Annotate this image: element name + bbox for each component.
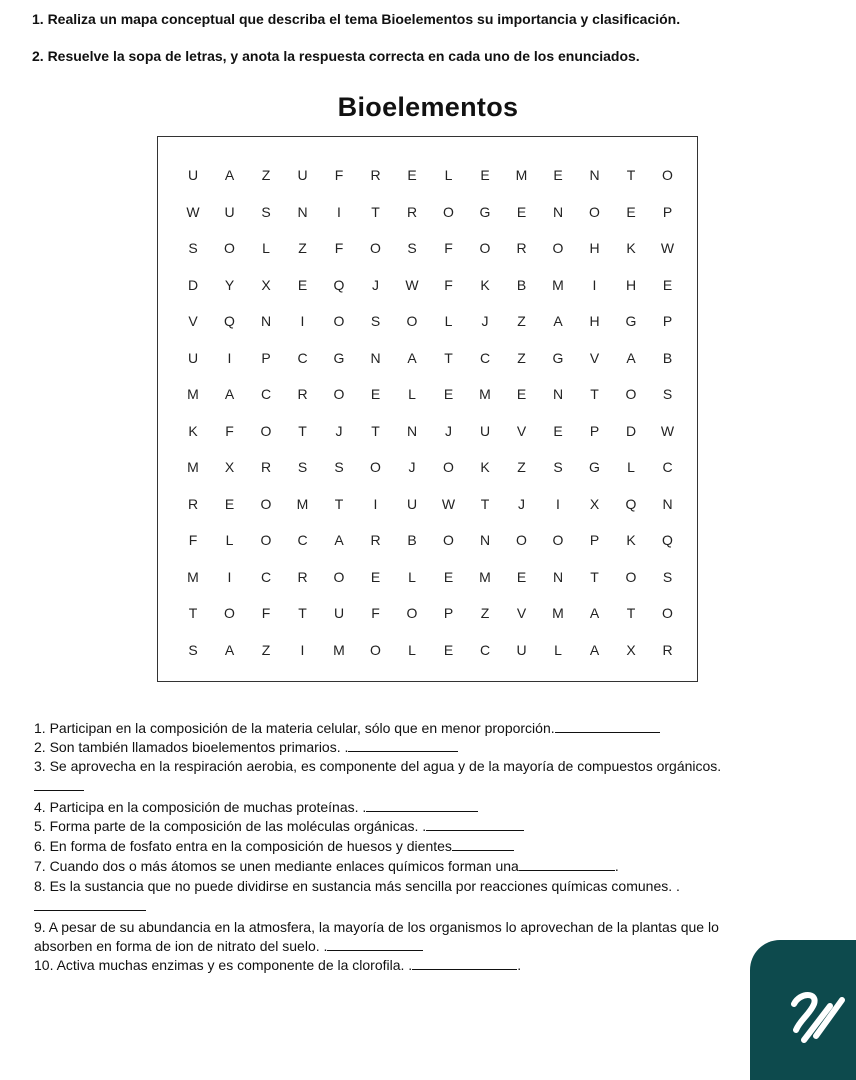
grid-letter: E (370, 568, 381, 585)
question-8: 8. Es la sustancia que no puede dividirse en sustancia más sencilla por reacciones químicas comunes. . (34, 878, 680, 894)
grid-letter: A (407, 349, 417, 366)
grid-letter: Z (261, 167, 271, 183)
grid-letter: N (370, 349, 381, 366)
grid-letter: Q (662, 532, 673, 548)
answer-blank[interactable] (34, 778, 84, 791)
grid-letter: M (333, 641, 345, 658)
grid-letter: I (300, 641, 305, 658)
grid-letter: B (516, 276, 527, 293)
grid-letter: W (660, 240, 675, 256)
grid-letter: C (479, 641, 491, 658)
grid-letter: N (406, 422, 418, 439)
question-2: 2. Son también llamados bioelementos primarios. . (34, 739, 458, 755)
answer-blank[interactable] (412, 957, 517, 970)
grid-letter: B (662, 349, 673, 366)
answer-blank[interactable] (34, 898, 146, 911)
grid-letter: M (552, 276, 564, 293)
grid-letter: O (552, 240, 564, 256)
grid-letter: L (408, 386, 416, 402)
grid-letter: R (370, 167, 381, 183)
answer-blank[interactable] (519, 858, 615, 871)
grid-letter: E (553, 167, 563, 183)
question-3: 3. Se aprovecha en la respiración aerobia, es componente del agua y de la mayoría de compuestos orgánicos. (34, 758, 722, 774)
page-title: Bioelementos (337, 92, 519, 122)
grid-letter: M (187, 568, 199, 585)
grid-letter: O (333, 568, 345, 585)
grid-letter: E (297, 276, 308, 293)
question-8-answer-line (34, 898, 146, 914)
grid-letter: V (188, 313, 198, 329)
grid-letter: O (662, 167, 673, 183)
grid-letter: L (444, 167, 453, 183)
question-6: 6. En forma de fosfato entra en la composición de huesos y dientes (34, 838, 514, 854)
grid-letter: K (626, 240, 636, 256)
grid-letter: F (334, 240, 344, 256)
grid-letter: E (480, 167, 490, 183)
grid-letter: E (553, 422, 563, 439)
answer-blank[interactable] (327, 938, 423, 951)
grid-letter: L (554, 641, 562, 658)
grid-letter: X (261, 276, 271, 293)
grid-letter: N (552, 386, 564, 402)
answer-blank[interactable] (426, 818, 524, 831)
grid-letter: G (333, 349, 345, 366)
grid-letter: W (441, 495, 456, 512)
grid-letter: U (516, 641, 527, 658)
grid-letter: U (187, 167, 199, 183)
grid-letter: S (407, 240, 417, 256)
grid-letter: H (589, 313, 600, 329)
grid-letter: C (297, 532, 308, 548)
grid-letter: O (370, 641, 381, 658)
grid-letter: V (589, 349, 600, 366)
grid-letter: F (444, 276, 453, 293)
grid-letter: J (518, 495, 525, 512)
grid-letter: F (334, 167, 344, 183)
brand-badge (750, 940, 856, 1080)
grid-letter: I (227, 568, 232, 585)
grid-letter: K (480, 459, 490, 475)
grid-letter: K (188, 422, 198, 439)
grid-letter: T (334, 495, 344, 512)
question-10: 10. Activa muchas enzimas y es componente de la clorofila. . . (34, 957, 522, 973)
grid-letter: T (590, 386, 599, 402)
grid-letter: U (333, 605, 345, 621)
grid-letter: W (660, 422, 675, 439)
grid-letter: J (408, 459, 416, 475)
grid-letter: Z (517, 459, 526, 475)
grid-letter: F (444, 240, 453, 256)
grid-letter: A (224, 641, 235, 658)
grid-letter: N (552, 203, 564, 220)
grid-letter: O (625, 568, 637, 585)
grid-letter: P (261, 349, 271, 366)
grid-letter: S (188, 641, 198, 658)
grid-letter: U (224, 203, 235, 220)
grid-letter: O (224, 240, 235, 256)
grid-letter: O (443, 532, 454, 548)
grid-letter: M (479, 386, 491, 402)
grid-letter: T (298, 422, 307, 439)
grid-letter: W (405, 276, 419, 293)
grid-letter: G (589, 459, 600, 475)
question-5: 5. Forma parte de la composición de las moléculas orgánicas. . (34, 818, 524, 834)
answer-blank[interactable] (348, 739, 458, 752)
grid-letter: A (589, 605, 600, 621)
grid-letter: K (626, 532, 636, 548)
grid-letter: U (297, 167, 308, 183)
grid-letter: T (480, 495, 490, 512)
grid-letter: E (443, 386, 454, 402)
grid-letter: Q (333, 276, 345, 293)
grid-letter: L (262, 240, 270, 256)
grid-letter: E (662, 276, 673, 293)
grid-letter: M (187, 459, 199, 475)
grid-letter: L (444, 313, 453, 329)
grid-letter: L (408, 641, 416, 658)
grid-letter: N (552, 568, 564, 585)
grid-letter: Z (298, 240, 307, 256)
question-4: 4. Participa en la composición de muchas proteínas. . (34, 799, 478, 815)
grid-letter: K (480, 276, 490, 293)
grid-letter: R (260, 459, 272, 475)
grid-letter: A (224, 167, 235, 183)
grid-letter: N (260, 313, 272, 329)
grid-letter: I (227, 349, 232, 366)
grid-letter: E (516, 386, 527, 402)
grid-letter: O (260, 532, 272, 548)
instruction-1: 1. Realiza un mapa conceptual que describa el tema Bioelementos su importancia y clasificación. (32, 11, 681, 27)
grid-letter: S (553, 459, 563, 475)
grid-letter: O (443, 459, 454, 475)
grid-letter: C (479, 349, 491, 366)
grid-letter: U (187, 349, 199, 366)
question-7: 7. Cuando dos o más átomos se unen mediante enlaces químicos forman una . (34, 858, 619, 874)
grid-letter: O (552, 532, 564, 548)
grid-letter: R (187, 495, 199, 512)
grid-letter: Z (261, 641, 271, 658)
grid-letter: V (516, 422, 527, 439)
grid-letter: O (333, 386, 345, 402)
grid-letter: U (406, 495, 418, 512)
grid-letter: G (479, 203, 491, 220)
grid-letter: S (662, 386, 673, 402)
brand-logo-icon (790, 990, 850, 1050)
grid-letter: I (300, 313, 305, 329)
grid-letter: C (260, 568, 272, 585)
grid-letter: F (225, 422, 234, 439)
grid-letter: O (589, 203, 600, 220)
grid-letter: W (186, 203, 200, 220)
grid-letter: R (297, 568, 308, 585)
grid-letter: P (443, 605, 454, 621)
grid-letter: R (662, 641, 673, 658)
grid-letter: O (443, 203, 454, 220)
grid-letter: J (335, 422, 343, 439)
grid-letter: D (625, 422, 637, 439)
grid-letter: T (590, 568, 599, 585)
grid-letter: R (516, 240, 527, 256)
grid-letter: S (297, 459, 308, 475)
grid-letter: I (556, 495, 560, 512)
grid-letter: O (516, 532, 527, 548)
grid-letter: F (188, 532, 198, 548)
grid-letter: Z (517, 313, 526, 329)
grid-letter: P (589, 422, 600, 439)
grid-letter: F (371, 605, 380, 621)
grid-letter: L (225, 532, 234, 548)
grid-letter: Q (224, 313, 235, 329)
grid-letter: E (516, 568, 527, 585)
grid-letter: T (188, 605, 198, 621)
grid-letter: P (589, 532, 600, 548)
question-1: 1. Participan en la composición de la materia celular, sólo que en menor proporción. (34, 720, 660, 736)
grid-letter: M (552, 605, 564, 621)
grid-letter: L (408, 568, 416, 585)
grid-letter: E (407, 167, 417, 183)
grid-letter: C (297, 349, 308, 366)
grid-letter: A (589, 641, 600, 658)
grid-letter: X (224, 459, 235, 475)
grid-letter: R (406, 203, 418, 220)
grid-letter: A (224, 386, 235, 402)
grid-letter: A (626, 349, 636, 366)
grid-letter: U (479, 422, 491, 439)
grid-letter: O (625, 386, 637, 402)
grid-letter: E (443, 568, 454, 585)
grid-letter: X (589, 495, 600, 512)
grid-letter: I (337, 203, 341, 220)
grid-letter: N (297, 203, 308, 220)
grid-letter: G (552, 349, 564, 366)
answer-blank[interactable] (366, 799, 478, 812)
grid-letter: S (662, 568, 673, 585)
grid-letter: O (662, 605, 673, 621)
grid-letter: T (371, 422, 380, 439)
grid-letter: M (296, 495, 309, 512)
grid-letter: V (516, 605, 527, 621)
grid-letter: S (188, 240, 198, 256)
grid-letter: G (625, 313, 637, 329)
grid-letter: O (333, 313, 345, 329)
grid-letter: E (370, 386, 381, 402)
grid-letter: N (662, 495, 673, 512)
grid-letter: S (370, 313, 381, 329)
grid-letter: J (445, 422, 452, 439)
grid-letter: Y (224, 276, 235, 293)
grid-letter: M (515, 167, 528, 183)
grid-letter: I (592, 276, 597, 293)
grid-letter: J (481, 313, 489, 329)
grid-letter: O (370, 240, 381, 256)
answer-blank[interactable] (555, 720, 660, 733)
grid-letter: D (187, 276, 199, 293)
grid-letter: O (406, 605, 418, 621)
grid-letter: Z (517, 349, 526, 366)
grid-letter: B (407, 532, 417, 548)
grid-letter: M (187, 386, 199, 402)
grid-letter: T (371, 203, 380, 220)
grid-letter: T (444, 349, 453, 366)
grid-letter: R (297, 386, 308, 402)
grid-letter: M (479, 568, 491, 585)
grid-letter: L (627, 459, 635, 475)
grid-letter: R (370, 532, 381, 548)
question-9: 9. A pesar de su abundancia en la atmosfera, la mayoría de los organismos lo aprovechan de la plantas que lo (34, 919, 719, 935)
grid-letter: O (260, 422, 272, 439)
grid-letter: O (479, 240, 491, 256)
grid-letter: O (406, 313, 418, 329)
instruction-2: 2. Resuelve la sopa de letras, y anota la respuesta correcta en cada uno de los enunciados. (32, 48, 640, 64)
question-9-continued: absorben en forma de ion de nitrato del suelo. . (34, 938, 423, 954)
answer-blank[interactable] (452, 838, 514, 851)
grid-letter: C (662, 459, 673, 475)
grid-letter: J (372, 276, 379, 293)
grid-letter: C (260, 386, 272, 402)
word-search-grid (157, 136, 698, 682)
grid-letter: P (662, 313, 673, 329)
grid-letter: N (479, 532, 491, 548)
grid-letter: O (260, 495, 272, 512)
grid-letter: H (625, 276, 637, 293)
grid-letter: T (298, 605, 307, 621)
grid-letter: O (370, 459, 381, 475)
grid-letter: I (373, 495, 378, 512)
grid-letter: S (261, 203, 271, 220)
grid-letter: T (626, 605, 636, 621)
grid-letter: E (626, 203, 636, 220)
grid-letter: Q (625, 495, 637, 512)
question-3-answer-line (34, 778, 84, 794)
grid-letter: X (626, 641, 636, 658)
grid-letter: S (334, 459, 344, 475)
grid-letter: P (662, 203, 673, 220)
grid-letter: O (224, 605, 235, 621)
grid-letter: E (443, 641, 454, 658)
grid-letter: Z (480, 605, 490, 621)
grid-letter: E (224, 495, 235, 512)
grid-letter: N (589, 167, 600, 183)
grid-letter: H (589, 240, 600, 256)
grid-letter: A (553, 313, 563, 329)
grid-letter: A (334, 532, 344, 548)
grid-letter: T (626, 167, 636, 183)
grid-letter: F (261, 605, 271, 621)
grid-letter: E (516, 203, 527, 220)
